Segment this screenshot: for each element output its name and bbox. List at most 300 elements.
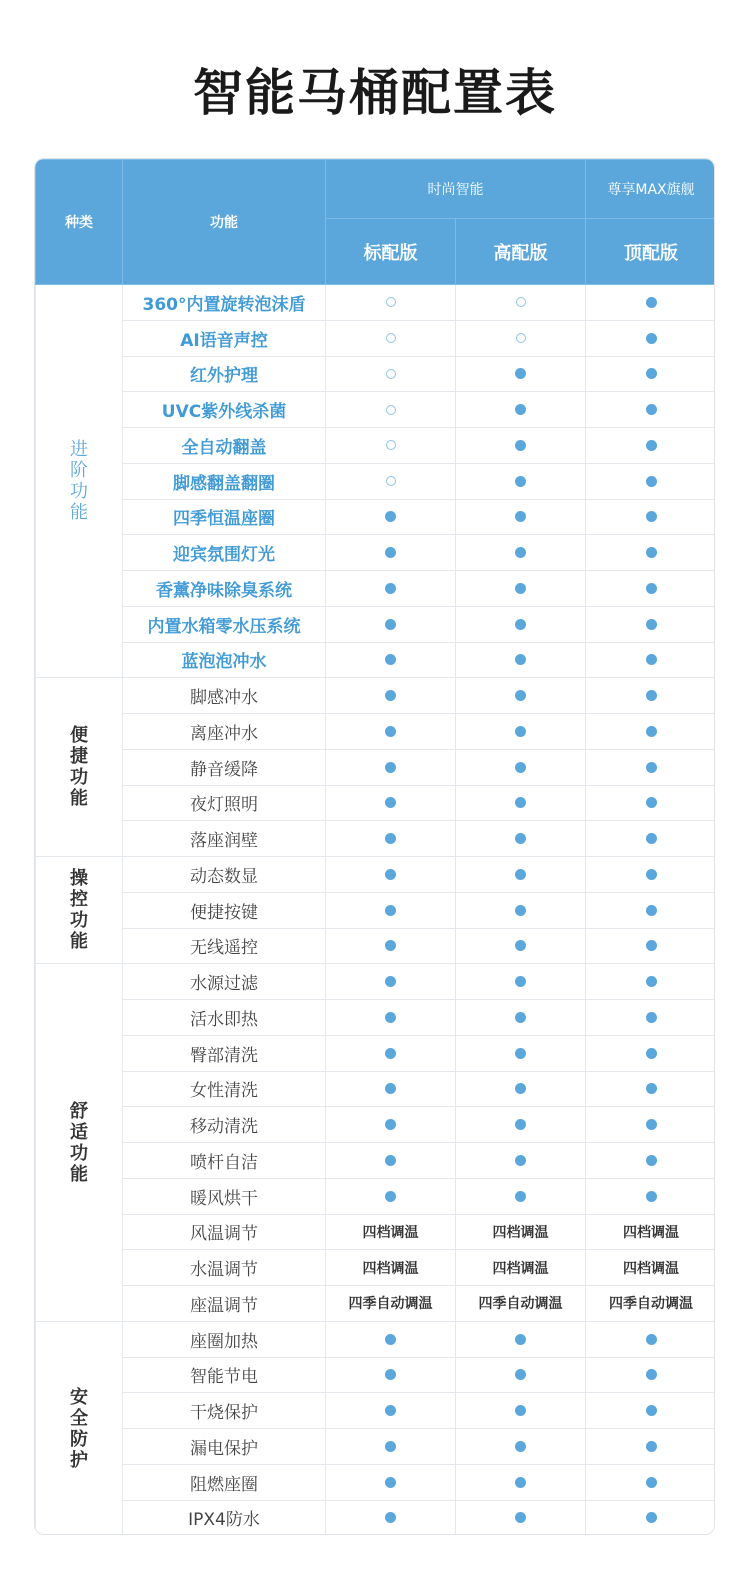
table-row <box>36 1178 716 1214</box>
table-row <box>36 463 716 499</box>
filled-dot-icon <box>515 1012 526 1023</box>
value-text: 四季自动调温 <box>348 1296 433 1313</box>
value-cell <box>586 356 716 392</box>
value-cell <box>326 463 456 499</box>
value-cell <box>456 392 586 428</box>
table-row <box>36 1393 716 1429</box>
value-cell <box>456 1214 586 1250</box>
value-cell <box>586 1214 716 1250</box>
empty-dot-icon <box>386 440 396 450</box>
table-row <box>36 320 716 356</box>
filled-dot-icon <box>646 797 657 808</box>
value-cell <box>586 1107 716 1143</box>
value-text: 四档调温 <box>492 1260 549 1277</box>
filled-dot-icon <box>515 476 526 487</box>
feature-label: 夜灯照明 <box>123 785 326 821</box>
value-cell <box>326 714 456 750</box>
table-row <box>36 606 716 642</box>
value-cell <box>586 1286 716 1322</box>
value-cell <box>326 1000 456 1036</box>
feature-label: 静音缓降 <box>123 749 326 785</box>
value-cell <box>456 1107 586 1143</box>
filled-dot-icon <box>515 1191 526 1202</box>
filled-dot-icon <box>515 511 526 522</box>
header-version-standard: 标配版 <box>326 219 456 285</box>
filled-dot-icon <box>515 1048 526 1059</box>
table-row <box>36 1250 716 1286</box>
value-cell <box>326 857 456 893</box>
value-cell <box>456 928 586 964</box>
filled-dot-icon <box>385 976 396 987</box>
filled-dot-icon <box>515 1155 526 1166</box>
feature-label: 移动清洗 <box>123 1107 326 1143</box>
filled-dot-icon <box>646 690 657 701</box>
table-row <box>36 1143 716 1179</box>
value-cell <box>456 1393 586 1429</box>
value-cell <box>586 1035 716 1071</box>
category-label: 安全防护 <box>70 1386 88 1471</box>
empty-dot-icon <box>516 297 526 307</box>
filled-dot-icon <box>646 976 657 987</box>
filled-dot-icon <box>515 440 526 451</box>
feature-label: 座圈加热 <box>123 1321 326 1357</box>
filled-dot-icon <box>646 547 657 558</box>
filled-dot-icon <box>646 1477 657 1488</box>
category-label: 舒适功能 <box>70 1100 88 1185</box>
empty-dot-icon <box>386 297 396 307</box>
filled-dot-icon <box>646 333 657 344</box>
value-cell <box>456 1178 586 1214</box>
feature-label: 漏电保护 <box>123 1429 326 1465</box>
filled-dot-icon <box>646 1441 657 1452</box>
feature-label: 喷杆自洁 <box>123 1143 326 1179</box>
table-row <box>36 1321 716 1357</box>
table-row <box>36 1107 716 1143</box>
value-cell <box>326 1143 456 1179</box>
filled-dot-icon <box>385 1512 396 1523</box>
filled-dot-icon <box>646 404 657 415</box>
feature-label: UVC紫外线杀菌 <box>123 392 326 428</box>
category-label: 便捷功能 <box>70 725 88 810</box>
filled-dot-icon <box>515 833 526 844</box>
value-cell <box>586 606 716 642</box>
value-cell <box>456 642 586 678</box>
value-cell <box>456 749 586 785</box>
filled-dot-icon <box>515 1477 526 1488</box>
filled-dot-icon <box>385 833 396 844</box>
page-title: 智能马桶配置表 <box>193 64 557 122</box>
value-cell <box>326 928 456 964</box>
category-cell <box>36 285 123 678</box>
feature-label: 座温调节 <box>123 1286 326 1322</box>
value-cell <box>456 463 586 499</box>
filled-dot-icon <box>515 1441 526 1452</box>
category-cell <box>36 857 123 964</box>
value-cell <box>456 1464 586 1500</box>
value-cell <box>456 892 586 928</box>
filled-dot-icon <box>515 583 526 594</box>
value-cell <box>586 642 716 678</box>
value-cell <box>456 821 586 857</box>
filled-dot-icon <box>646 583 657 594</box>
filled-dot-icon <box>515 726 526 737</box>
filled-dot-icon <box>646 1048 657 1059</box>
table-row <box>36 892 716 928</box>
filled-dot-icon <box>385 511 396 522</box>
value-cell <box>586 821 716 857</box>
feature-label: 女性清洗 <box>123 1071 326 1107</box>
table-row <box>36 857 716 893</box>
feature-label: 脚感翻盖翻圈 <box>123 463 326 499</box>
value-cell <box>586 428 716 464</box>
config-table <box>35 159 715 1535</box>
filled-dot-icon <box>646 619 657 630</box>
table-row <box>36 1000 716 1036</box>
filled-dot-icon <box>646 368 657 379</box>
filled-dot-icon <box>646 940 657 951</box>
filled-dot-icon <box>646 833 657 844</box>
value-cell <box>326 1393 456 1429</box>
category-cell <box>36 964 123 1322</box>
feature-label: 水源过滤 <box>123 964 326 1000</box>
feature-label: 臀部清洗 <box>123 1035 326 1071</box>
value-text: 四档调温 <box>362 1260 419 1277</box>
filled-dot-icon <box>646 726 657 737</box>
header-group-fashion: 时尚智能 <box>326 160 586 219</box>
filled-dot-icon <box>515 1369 526 1380</box>
filled-dot-icon <box>515 905 526 916</box>
filled-dot-icon <box>646 1405 657 1416</box>
value-cell <box>326 1321 456 1357</box>
value-cell <box>326 1357 456 1393</box>
category-label: 进阶功能 <box>70 439 88 524</box>
filled-dot-icon <box>646 1083 657 1094</box>
value-cell <box>326 571 456 607</box>
table-row <box>36 392 716 428</box>
filled-dot-icon <box>515 404 526 415</box>
filled-dot-icon <box>515 1083 526 1094</box>
feature-label: 离座冲水 <box>123 714 326 750</box>
value-cell <box>586 1429 716 1465</box>
value-cell <box>586 892 716 928</box>
table-row <box>36 749 716 785</box>
value-cell <box>456 1500 586 1535</box>
filled-dot-icon <box>385 1048 396 1059</box>
value-cell <box>456 678 586 714</box>
value-cell <box>456 1000 586 1036</box>
empty-dot-icon <box>386 405 396 415</box>
table-row <box>36 1357 716 1393</box>
value-cell <box>586 1321 716 1357</box>
filled-dot-icon <box>385 1191 396 1202</box>
value-cell <box>456 714 586 750</box>
filled-dot-icon <box>385 654 396 665</box>
feature-label: 风温调节 <box>123 1214 326 1250</box>
filled-dot-icon <box>646 1119 657 1130</box>
table-row <box>36 1286 716 1322</box>
filled-dot-icon <box>646 297 657 308</box>
table-row <box>36 928 716 964</box>
filled-dot-icon <box>385 762 396 773</box>
value-cell <box>326 1464 456 1500</box>
value-cell <box>326 428 456 464</box>
table-row <box>36 571 716 607</box>
table-row <box>36 642 716 678</box>
filled-dot-icon <box>646 654 657 665</box>
value-cell <box>586 678 716 714</box>
table-row <box>36 964 716 1000</box>
value-cell <box>326 821 456 857</box>
value-cell <box>456 285 586 321</box>
value-cell <box>456 1429 586 1465</box>
feature-label: 内置水箱零水压系统 <box>123 606 326 642</box>
filled-dot-icon <box>515 940 526 951</box>
table-row <box>36 1500 716 1535</box>
value-cell <box>456 535 586 571</box>
value-cell <box>586 928 716 964</box>
value-text: 四档调温 <box>492 1224 549 1241</box>
value-cell <box>326 392 456 428</box>
value-cell <box>586 1393 716 1429</box>
feature-label: 脚感冲水 <box>123 678 326 714</box>
value-cell <box>326 285 456 321</box>
header-version-top: 顶配版 <box>586 219 716 285</box>
value-cell <box>586 285 716 321</box>
value-cell <box>326 892 456 928</box>
value-cell <box>326 1500 456 1535</box>
category-label: 操控功能 <box>70 868 88 953</box>
empty-dot-icon <box>386 369 396 379</box>
filled-dot-icon <box>646 905 657 916</box>
filled-dot-icon <box>515 1119 526 1130</box>
feature-label: 蓝泡泡冲水 <box>123 642 326 678</box>
filled-dot-icon <box>385 1441 396 1452</box>
empty-dot-icon <box>386 476 396 486</box>
empty-dot-icon <box>516 333 526 343</box>
filled-dot-icon <box>385 869 396 880</box>
header-group-max: 尊享MAX旗舰 <box>586 160 716 219</box>
filled-dot-icon <box>515 976 526 987</box>
filled-dot-icon <box>385 1155 396 1166</box>
feature-label: 迎宾氛围灯光 <box>123 535 326 571</box>
feature-label: 暖风烘干 <box>123 1178 326 1214</box>
value-cell <box>456 606 586 642</box>
value-cell <box>326 749 456 785</box>
value-cell <box>456 857 586 893</box>
table-row <box>36 499 716 535</box>
value-cell <box>586 320 716 356</box>
feature-label: 落座润壁 <box>123 821 326 857</box>
value-text: 四档调温 <box>623 1224 679 1241</box>
feature-label: 无线遥控 <box>123 928 326 964</box>
value-cell <box>586 1464 716 1500</box>
filled-dot-icon <box>646 440 657 451</box>
value-cell <box>456 1321 586 1357</box>
value-cell <box>326 1214 456 1250</box>
value-cell <box>586 535 716 571</box>
filled-dot-icon <box>385 583 396 594</box>
table-row <box>36 678 716 714</box>
filled-dot-icon <box>515 368 526 379</box>
feature-label: IPX4防水 <box>123 1500 326 1535</box>
filled-dot-icon <box>385 905 396 916</box>
filled-dot-icon <box>385 1119 396 1130</box>
filled-dot-icon <box>646 476 657 487</box>
value-cell <box>326 499 456 535</box>
filled-dot-icon <box>385 1334 396 1345</box>
filled-dot-icon <box>646 762 657 773</box>
category-cell <box>36 678 123 857</box>
filled-dot-icon <box>515 1512 526 1523</box>
filled-dot-icon <box>646 1512 657 1523</box>
value-cell <box>326 606 456 642</box>
table-row <box>36 1214 716 1250</box>
feature-label: 红外护理 <box>123 356 326 392</box>
table-row <box>36 1464 716 1500</box>
value-cell <box>586 1143 716 1179</box>
value-cell <box>326 1071 456 1107</box>
value-cell <box>456 571 586 607</box>
table-header <box>36 160 716 285</box>
value-cell <box>456 1035 586 1071</box>
value-cell <box>456 320 586 356</box>
feature-label: 智能节电 <box>123 1357 326 1393</box>
filled-dot-icon <box>515 1334 526 1345</box>
value-cell <box>586 1250 716 1286</box>
value-cell <box>456 428 586 464</box>
filled-dot-icon <box>646 511 657 522</box>
filled-dot-icon <box>515 762 526 773</box>
filled-dot-icon <box>646 869 657 880</box>
table-row <box>36 428 716 464</box>
feature-label: 全自动翻盖 <box>123 428 326 464</box>
table-row <box>36 1429 716 1465</box>
feature-label: 360°内置旋转泡沫盾 <box>123 285 326 321</box>
filled-dot-icon <box>515 547 526 558</box>
filled-dot-icon <box>385 619 396 630</box>
filled-dot-icon <box>646 1334 657 1345</box>
value-cell <box>326 1429 456 1465</box>
value-cell <box>326 1286 456 1322</box>
table-row <box>36 1071 716 1107</box>
filled-dot-icon <box>385 1083 396 1094</box>
filled-dot-icon <box>385 1369 396 1380</box>
value-cell <box>326 964 456 1000</box>
filled-dot-icon <box>385 1477 396 1488</box>
filled-dot-icon <box>646 1369 657 1380</box>
value-cell <box>456 1250 586 1286</box>
feature-label: 动态数显 <box>123 857 326 893</box>
filled-dot-icon <box>515 619 526 630</box>
value-cell <box>586 1357 716 1393</box>
value-cell <box>326 1250 456 1286</box>
value-text: 四季自动调温 <box>609 1296 693 1313</box>
table-row <box>36 785 716 821</box>
value-cell <box>586 964 716 1000</box>
empty-dot-icon <box>386 333 396 343</box>
filled-dot-icon <box>515 1405 526 1416</box>
filled-dot-icon <box>385 547 396 558</box>
feature-label: AI语音声控 <box>123 320 326 356</box>
table-row <box>36 535 716 571</box>
value-cell <box>456 1143 586 1179</box>
header-version-high: 高配版 <box>456 219 586 285</box>
value-cell <box>326 535 456 571</box>
value-cell <box>456 964 586 1000</box>
category-cell <box>36 1321 123 1535</box>
filled-dot-icon <box>646 1191 657 1202</box>
header-category: 种类 <box>36 160 123 285</box>
filled-dot-icon <box>515 869 526 880</box>
value-cell <box>586 785 716 821</box>
config-table-container <box>34 158 715 1535</box>
value-cell <box>586 1178 716 1214</box>
value-cell <box>586 499 716 535</box>
value-cell <box>456 1286 586 1322</box>
filled-dot-icon <box>385 1012 396 1023</box>
value-text: 四季自动调温 <box>478 1296 563 1313</box>
table-row <box>36 1035 716 1071</box>
feature-label: 便捷按键 <box>123 892 326 928</box>
table-row <box>36 356 716 392</box>
filled-dot-icon <box>385 690 396 701</box>
filled-dot-icon <box>385 1405 396 1416</box>
value-cell <box>456 499 586 535</box>
value-text: 四档调温 <box>623 1260 679 1277</box>
value-cell <box>326 642 456 678</box>
feature-label: 阻燃座圈 <box>123 1464 326 1500</box>
value-cell <box>456 1071 586 1107</box>
value-cell <box>326 678 456 714</box>
value-cell <box>456 356 586 392</box>
feature-label: 水温调节 <box>123 1250 326 1286</box>
value-cell <box>586 571 716 607</box>
filled-dot-icon <box>646 1012 657 1023</box>
filled-dot-icon <box>385 940 396 951</box>
filled-dot-icon <box>515 654 526 665</box>
value-cell <box>586 714 716 750</box>
header-feature: 功能 <box>123 160 326 285</box>
value-cell <box>326 1107 456 1143</box>
value-cell <box>326 320 456 356</box>
filled-dot-icon <box>515 797 526 808</box>
value-cell <box>326 356 456 392</box>
table-row <box>36 821 716 857</box>
filled-dot-icon <box>385 797 396 808</box>
value-cell <box>456 785 586 821</box>
feature-label: 香薰净味除臭系统 <box>123 571 326 607</box>
value-cell <box>326 1178 456 1214</box>
value-cell <box>326 785 456 821</box>
value-cell <box>586 1071 716 1107</box>
value-cell <box>586 463 716 499</box>
value-cell <box>586 1500 716 1535</box>
value-cell <box>456 1357 586 1393</box>
value-cell <box>326 1035 456 1071</box>
value-cell <box>586 392 716 428</box>
table-row <box>36 285 716 321</box>
feature-label: 活水即热 <box>123 1000 326 1036</box>
filled-dot-icon <box>515 690 526 701</box>
table-body <box>36 285 716 1536</box>
feature-label: 干烧保护 <box>123 1393 326 1429</box>
filled-dot-icon <box>385 726 396 737</box>
value-cell <box>586 857 716 893</box>
value-cell <box>586 1000 716 1036</box>
table-row <box>36 714 716 750</box>
value-cell <box>586 749 716 785</box>
feature-label: 四季恒温座圈 <box>123 499 326 535</box>
